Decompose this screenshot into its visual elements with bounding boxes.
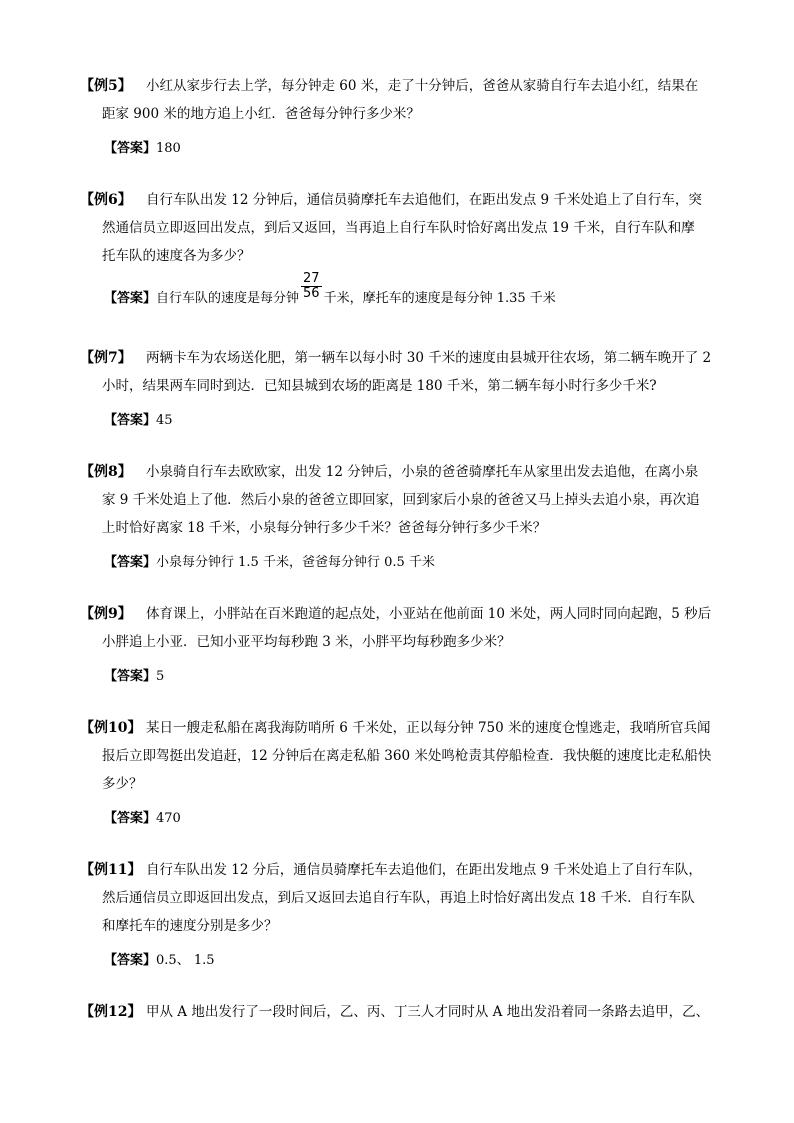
- problem-tag: 【例6】: [80, 192, 132, 208]
- answer-tag: 【答案】: [104, 291, 157, 306]
- problem-tag: 【例10】: [80, 720, 142, 736]
- answer-fraction: [301, 272, 322, 301]
- problem-9: [80, 600, 720, 688]
- answer-tag: 【答案】: [104, 141, 157, 156]
- answer-text: 小泉每分钟行 1.5 千米，爸爸每分钟行 0.5 千米: [156, 555, 435, 570]
- answer: [80, 271, 720, 313]
- problem-line: 小胖追上小亚．已知小亚平均每秒跑 3 米，小胖平均每秒跑多少米？: [102, 634, 511, 650]
- problem-tag: 【例7】: [80, 350, 132, 366]
- answer-tag: 【答案】: [104, 413, 157, 428]
- answer: [80, 410, 720, 432]
- problem-line: 距家 900 米的地方追上小红．爸爸每分钟行多少米？: [102, 106, 420, 122]
- answer-tag: 【答案】: [104, 811, 157, 826]
- fraction-denominator: 56: [303, 286, 320, 301]
- answer: [80, 138, 720, 160]
- answer: [80, 808, 720, 830]
- problem-12: [80, 998, 720, 1026]
- problem-6: [80, 186, 720, 313]
- answer: [80, 552, 720, 574]
- problem-line: 托车队的速度各为多少？: [102, 248, 251, 264]
- problem-line: 报后立即驾挺出发追赶，12 分钟后在离走私船 360 米处鸣枪责其停船检查．我快艇的速度比走私船快: [102, 748, 712, 764]
- problem-line: 多少？: [102, 776, 143, 792]
- answer-text: 45: [156, 413, 173, 428]
- answer-text: 0.5、 1.5: [156, 953, 215, 968]
- problem-tag: 【例12】: [80, 1004, 142, 1020]
- problem-tag: 【例8】: [80, 464, 132, 480]
- problem-5: [80, 72, 720, 160]
- problem-tag: 【例9】: [80, 606, 132, 622]
- problem-tag: 【例5】: [80, 78, 132, 94]
- problem-line: 甲从 A 地出发行了一段时间后，乙、丙、丁三人才同时从 A 地出发沿着同一条路去追甲，乙、: [146, 1004, 710, 1020]
- answer-tag: 【答案】: [104, 669, 157, 684]
- problem-8: [80, 458, 720, 574]
- problem-11: [80, 856, 720, 972]
- problem-tag: 【例11】: [80, 862, 142, 878]
- problem-line: 小泉骑自行车去欧欧家，出发 12 分钟后，小泉的爸爸骑摩托车从家里出发去追他，在离小泉: [146, 464, 699, 480]
- problem-line: 家 9 千米处追上了他．然后小泉的爸爸立即回家，回到家后小泉的爸爸又马上掉头去追小泉，再次追: [102, 492, 700, 508]
- problem-10: [80, 714, 720, 830]
- problem-line: 小时，结果两车同时到达．已知县城到农场的距离是 180 千米，第二辆车每小时行多少千米?: [102, 378, 657, 394]
- answer: [80, 950, 720, 972]
- problem-7: [80, 344, 720, 432]
- problem-line: 自行车队出发 12 分后，通信员骑摩托车去追他们，在距出发地点 9 千米处追上了自行车队，: [146, 862, 702, 878]
- problem-line: 两辆卡车为农场送化肥，第一辆车以每小时 30 千米的速度由县城开往农场，第二辆车晚开了 2: [146, 350, 712, 366]
- answer: [80, 666, 720, 688]
- answer-text: 470: [156, 811, 181, 826]
- answer-tag: 【答案】: [104, 555, 157, 570]
- answer-text: 自行车队的速度是每分钟: [156, 291, 300, 306]
- problem-line: 自行车队出发 12 分钟后，通信员骑摩托车去追他们，在距出发点 9 千米处追上了自行车，突: [146, 192, 702, 208]
- problem-line: 某日一艘走私船在离我海防哨所 6 千米处，正以每分钟 750 米的速度仓惶逃走，我哨所官兵闻: [146, 720, 711, 736]
- answer-text: 5: [156, 669, 165, 684]
- answer-tag: 【答案】: [104, 953, 157, 968]
- problem-line: 上时恰好离家 18 千米，小泉每分钟行多少千米？爸爸每分钟行多少千米？: [102, 520, 547, 536]
- problem-line: 体育课上，小胖站在百米跑道的起点处，小亚站在他前面 10 米处，两人同时同向起跑，5 秒后: [146, 606, 712, 622]
- problem-line: 然后通信员立即返回出发点，到后又返回去追自行车队，再追上时恰好离出发点 18 千米．自行车队: [102, 890, 695, 906]
- problem-line: 和摩托车的速度分别是多少？: [102, 918, 278, 934]
- fraction-numerator: 27: [303, 271, 320, 286]
- problem-line: 然通信员立即返回出发点，到后又返回，当再追上自行车队时恰好离出发点 19 千米，自行车队和摩: [102, 220, 695, 236]
- answer-text: 180: [156, 141, 181, 156]
- problem-line: 小红从家步行去上学，每分钟走 60 米，走了十分钟后，爸爸从家骑自行车去追小红，结果在: [146, 78, 699, 94]
- answer-text: 千米，摩托车的速度是每分钟 1.35 千米: [323, 291, 556, 306]
